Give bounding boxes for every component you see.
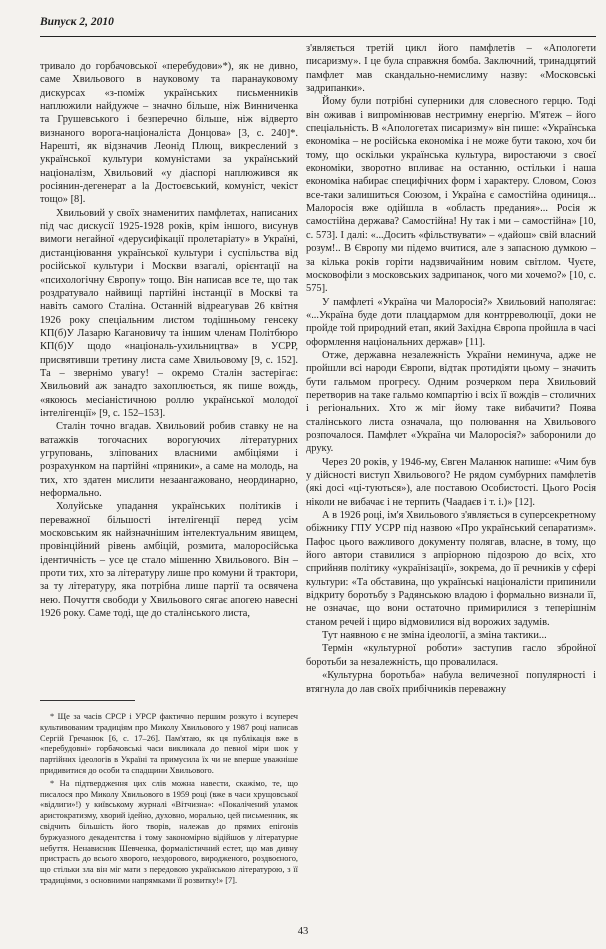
right-paragraph-8: Термін «культурної роботи» заступив гасло збройної боротьби за незалежність, що провалилася.	[306, 643, 596, 668]
right-paragraph-1: з'являється третій цикл його памфлетів – «Апологети писаризму». І це була справжня бомба. Заключний, тринадцятий памфлет мав скандально-немислиму назву: «Московські задрипанки».	[306, 43, 596, 95]
right-paragraph-9: «Культурна боротьба» набула величезної популярності і втягнула до лав своїх прибічників переважну	[306, 670, 596, 695]
right-column	[306, 42, 596, 912]
right-paragraph-3: У памфлеті «Україна чи Малоросія?» Хвильовий наполягає: «...Україна буде доти плацдармом для контрреволюції, доки не пройде той природний етап, який Західна Європа пройшла в часі оформлення національних держав» [11].	[306, 296, 596, 348]
footnote-2: * На підтвердження цих слів можна навести, скажімо, те, що писалося про Миколу Хвильового в 1959 році (вже в часи хрущовської «відлиги»!) у київському журналі «Вітчизна»: «Покалічений уламок аристократизму, хворий ідейно, духовно, морально, цей письменник, як свідчить більшість його творів, належав до прямих епігонів буржуазного декадентства і тому закономірно відійшов у літературне небуття. Ненависник Шевченка, формалістичний естет, що мав дивну пристрасть до всього хворого, нездорового, виродженого, роздвоєного, що стільки зла він міг мати з передовою українською літературою, з її традиціями, з основними напрямками її розвитку!» [7].	[40, 778, 298, 885]
left-paragraph-1: тривало до горбачовської «перебудови»*), як не дивно, саме Хвильового в науковому та паранауковому дискурсах «з-поміж українських письменників наплюжили найдужче – значно більше, ніж Винниченка та Грушевського і безперечно більше, ніж відверто визнаного ворога-націоналіста Донцова» [3, с. 240]*. Нарешті, як відзначив Леонід Плющ, викреслений з української культури комуністами за український націоналізм, Хвильовий «у діаспорі наплюжився як росіянин-дегенерат а la Достоєвський, комуніст, чекіст тощо» [8].	[40, 61, 298, 206]
left-paragraph-4: Холуйське упадання українських політиків і переважної більшості інтелігенції перед усім московським як найзначнішим інтелектуальним явищем, провінційний рівень амбіцій, розмита, малоросійська ідентичність – усе це стало мішенню Хвильового. Він – проти тих, хто за літературу лише про комуни й трактори, за ту літературу, яка потрібна лише партії та освячена нею. Почуття свободи у Хвильового сягає апогею навесні 1926 року. Саме тоді, ще до сталінського листа,	[40, 501, 298, 620]
right-paragraph-2: Йому були потрібні суперники для словесного герцю. Тоді він оживав і випромінював нестримну енергію. М'ятеж – його спеціальність. В «Апологетах писаризму» він пише: «Українська економіка – не російська економіка і не може бути такою, хоч би тому, що оскільки українська культура, виростаючи з своєї економіки, зворотно впливає на останню, остільки і наша економіка набирає специфічних форм і характеру. Словом, Союз все-таки залишиться Союзом, і Україна є самостійна одиниця... Малоросія вже одійшла в «область предания»... Росія ж самостійна держава? Самостійна! Ну так і ми – самостійна» [10, с. 573]. І далі: «...Досить «фільствувати» – «дайош» свій власний розум!.. В Європу ми підемо вчитися, але з запасною думкою – за кілька років горіти надзвичайним новим світлом. Чуєте, московофіли з московських задрипанок, чого ми хочемо?» [10, с. 575].	[306, 96, 596, 295]
page-number: 43	[297, 926, 309, 937]
header-rule	[40, 36, 596, 37]
issue-header: Випуск 2, 2010	[40, 16, 114, 28]
left-paragraph-2: Хвильовий у своїх знаменитих памфлетах, написаних під час дискусії 1925-1928 років, крім іншого, висунув вимоги негайної «дерусифікації пролетаріату» в Україні, дистанціювання української культури і суспільства від російської культури і Москви взагалі, орієнтації на «психологічну Європу» тощо. Він написав все те, що так роздратувало найвищі партійні інстанції в Москві та навіть самого Сталіна. Останній відреагував 26 квітня 1926 року спеціальним листом тодішньому генсеку КП(б)У Лазарю Кагановичу та іншим членам Політбюро КП(б)У щодо «національ-ухильництва» в УСРР, присвятивши третину листа саме Хвильовому [9, с. 152]. Та – звернімо увагу! – окремо Сталін застерігає: Хвильовий аж занадто захоплюється, як пише вождь, «якоюсь месіаністичною роллю української молодої інтелігенції» [9, с. 152–153].	[40, 207, 298, 419]
right-paragraph-7: Тут наявною є не зміна ідеології, а зміна тактики...	[322, 630, 547, 642]
footnotes	[40, 712, 298, 924]
right-paragraph-6: А в 1926 році, ім'я Хвильового з'являється в суперсекретному обіжнику ГПУ УСРР під назвою «Про український сепаратизм». Пафос цього важливого документу полягав, власне, в тому, що його автори ставилися з апріорною підозрою до всіх, хто сприйняв політику «українізації», зокрема, до її речників у сфері культури: «Та обставина, що українські націоналісти припинили відкриту боротьбу з Радянською владою і формально визнали її, не означає, що вони остаточно примирилися з теперішнім станом речей і щиро відмовилися від ворожих задумів.	[306, 510, 596, 628]
footnote-1: * Ще за часів СРСР і УРСР фактично першим розкуто і всупереч культивованим традиціям про Миколу Хвильового у 1987 році написав Сергій Гречанюк [6, с. 17–26]. Пам'ятаю, як ця публікація вже в «перебудовні» горбачовські часи викликала до певної міри шок у партійних ідеологів в Україні та примусила їх чи не вперше уважніше придивитися до особи та спадщини Хвильового.	[40, 712, 298, 775]
left-paragraph-3: Сталін точно вгадав. Хвильовий робив ставку не на ватажків тогочасних ворогуючих літературних угруповань, зліпованих власними амбіціями і розрахунком на партійні «пряники», а саме на молодь, на тих, хто здатен мислити незаангажовано, неординарно, неформально.	[40, 421, 298, 499]
right-paragraph-4: Отже, державна незалежність України неминуча, адже не пройшли всі народи Європи, відтак протидіяти цьому – значить бути гальмом прогресу. Одним розчерком пера Хвильовий перетворив на таке гальмо компартію і всіх її вождів – столичних і регіональних. Хто ж міг йому таке вибачити? Поява сталінського листа означала, що полювання на Хвильового розпочалося. Памфлет «Україна чи Малоросія?» заборонили до друку.	[306, 349, 596, 455]
right-paragraph-5: Через 20 років, у 1946-му, Євген Маланюк напише: «Чим був у дійсності виступ Хвильового? Не рядом сумбурних памфлетів (які досі «ці-туються»), але поставою Особистості. Цього Росія ніколи не вибачає і не терпить (Чаадаєв і т. і.)» [12].	[306, 456, 596, 508]
footnote-divider	[40, 700, 135, 701]
left-column	[40, 60, 298, 694]
